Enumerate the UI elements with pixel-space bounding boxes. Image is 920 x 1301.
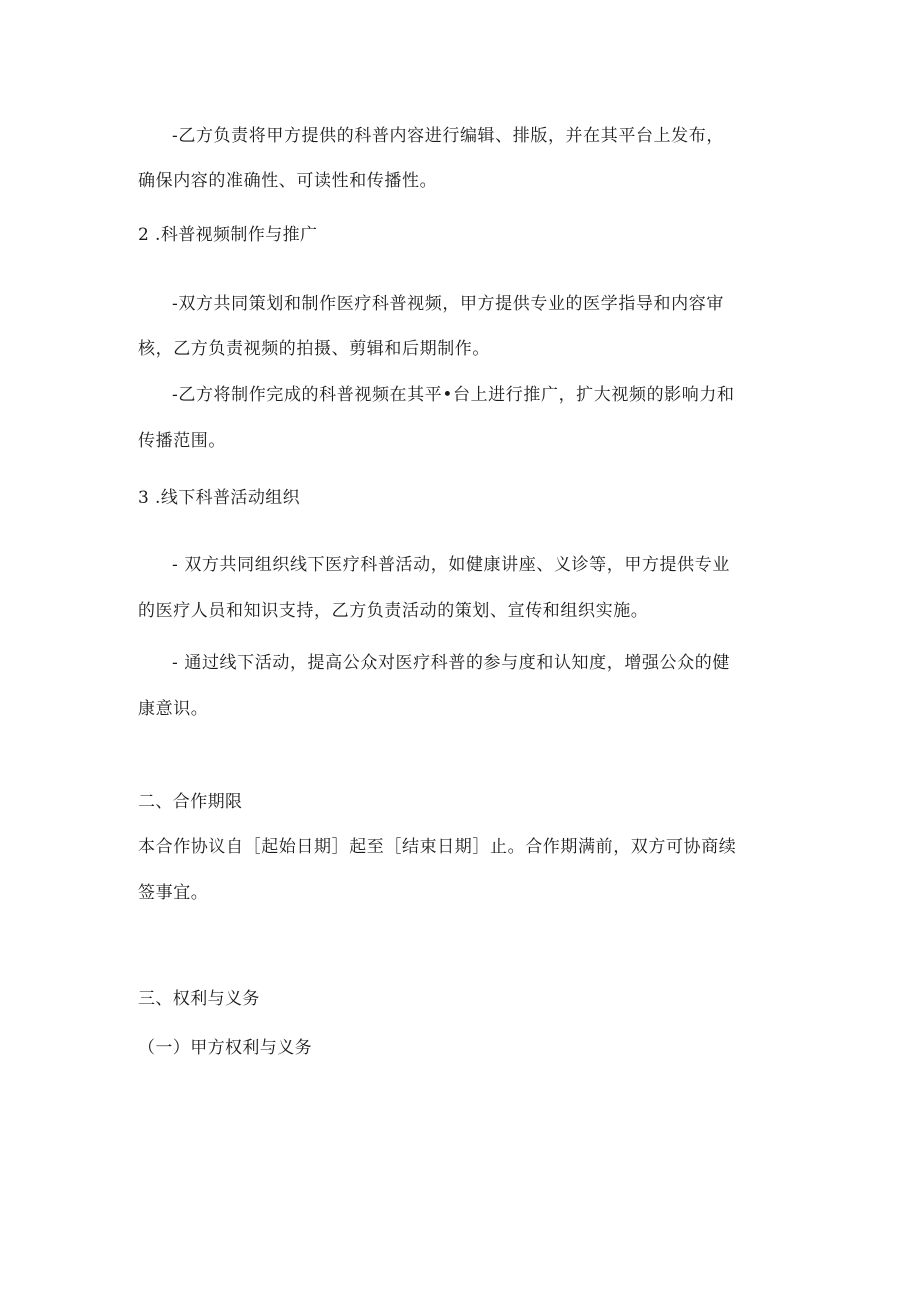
paragraph-line: -双方共同策划和制作医疗科普视频，甲方提供专业的医学指导和内容审: [172, 294, 724, 314]
paragraph-line: - 双方共同组织线下医疗科普活动，如健康讲座、义诊等，甲方提供专业: [172, 555, 730, 575]
section-heading: 二、合作期限: [138, 792, 243, 812]
paragraph-line: -乙方负责将甲方提供的科普内容进行编辑、排版，并在其平台上发布，: [172, 126, 724, 146]
paragraph-line: -乙方将制作完成的科普视频在其平•台上进行推广，扩大视频的影响力和: [172, 385, 735, 405]
paragraph-line: 确保内容的准确性、可读性和传播性。: [138, 171, 438, 191]
section-heading: 2 .科普视频制作与推广: [138, 225, 318, 245]
section-heading: 三、权利与义务: [138, 989, 260, 1009]
paragraph-line: 传播范围。: [138, 431, 226, 451]
section-heading: 3 .线下科普活动组织: [138, 488, 301, 508]
paragraph-line: - 通过线下活动，提高公众对医疗科普的参与度和认知度，增强公众的健: [172, 653, 730, 673]
paragraph-line: 的医疗人员和知识支持，乙方负责活动的策划、宣传和组织实施。: [138, 601, 649, 621]
paragraph-line: 本合作协议自［起始日期］起至［结束日期］止。合作期满前，双方可协商续: [138, 837, 737, 857]
paragraph-line: 康意识。: [138, 699, 209, 719]
paragraph-line: 签事宜。: [138, 883, 209, 903]
subsection-heading: （一）甲方权利与义务: [138, 1038, 312, 1058]
paragraph-line: 核，乙方负责视频的拍摄、剪辑和后期制作。: [138, 339, 490, 359]
